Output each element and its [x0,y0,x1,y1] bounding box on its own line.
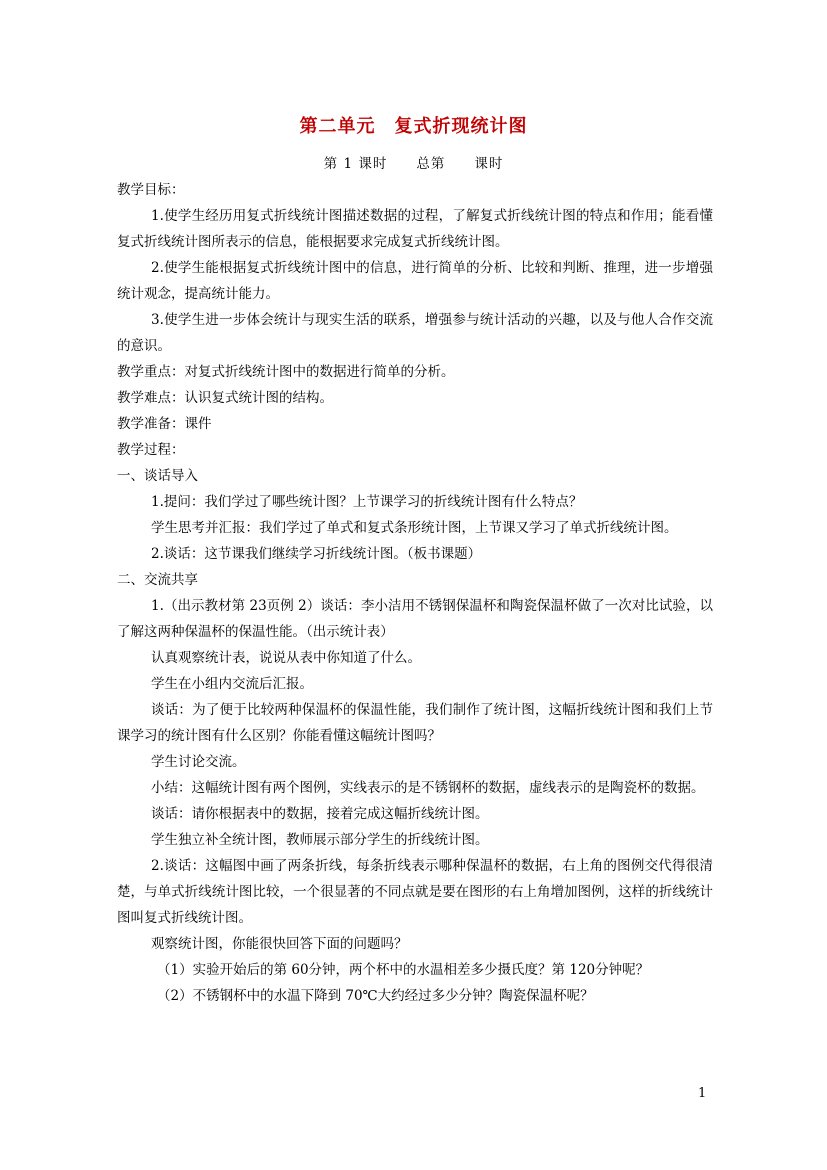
paragraph: 3.使学生进一步体会统计与现实生活的联系，增强参与统计活动的兴趣，以及与他人合作交流的意识。 [117,312,713,354]
page-number: 1 [698,1086,707,1101]
question: （2）不锈钢杯中的水温下降到 70℃大约经过多少分钟？陶瓷保温杯呢？ [157,988,594,1004]
section-heading: 教学过程： [117,442,185,458]
paragraph: 小结：这幅统计图有两个图例，实线表示的是不锈钢杯的数据，虚线表示的是陶瓷杯的数据。 [151,780,705,796]
paragraph: 谈话：请你根据表中的数据，接着完成这幅折线统计图。 [151,806,489,822]
paragraph: 学生独立补全统计图，教师展示部分学生的折线统计图。 [151,832,489,848]
paragraph: 学生讨论交流。 [151,754,246,770]
section-heading: 二、交流共享 [117,572,198,588]
paragraph: 教学准备：课件 [117,416,212,432]
paragraph: 学生思考并汇报：我们学过了单式和复式条形统计图，上节课又学习了单式折线统计图。 [151,520,678,536]
paragraph: 教学难点：认识复式统计图的结构。 [117,390,333,406]
page-title: 第二单元 复式折现统计图 [299,116,528,137]
paragraph: 谈话：为了便于比较两种保温杯的保温性能，我们制作了统计图，这幅折线统计图和我们上节课学习的统计图有什么区别？你能看懂这幅统计图吗？ [117,702,713,744]
paragraph: 2.谈话：这幅图中画了两条折线，每条折线表示哪种保温杯的数据，右上角的图例交代得很清楚，与单式折线统计图比较，一个很显著的不同点就是要在图形的右上角增加图例，这样的折线统计图叫复式折线统计图。 [117,858,713,926]
paragraph: 观察统计图，你能很快回答下面的问题吗？ [151,936,408,952]
paragraph: 2.谈话：这节课我们继续学习折线统计图。（板书课题） [151,546,482,562]
paragraph: 2.使学生能根据复式折线统计图中的信息，进行简单的分析、比较和判断、推理，进一步增强统计观念，提高统计能力。 [117,260,713,302]
document-body [117,177,713,1009]
paragraph: 1.提问：我们学过了哪些统计图？上节课学习的折线统计图有什么特点？ [151,494,583,510]
paragraph: 教学重点：对复式折线统计图中的数据进行简单的分析。 [117,364,455,380]
section-heading: 教学目标： [117,182,185,198]
paragraph: 学生在小组内交流后汇报。 [151,676,313,692]
lesson-info: 第 1 课时 总第 课时 [323,156,504,172]
section-heading: 一、谈话导入 [117,468,198,484]
paragraph: 认真观察统计表，说说从表中你知道了什么。 [151,650,421,666]
question: （1）实验开始后的第 60分钟，两个杯中的水温相差多少摄氏度？第 120分钟呢？ [157,962,650,978]
paragraph: 1.使学生经历用复式折线统计图描述数据的过程，了解复式折线统计图的特点和作用；能看懂复式折线统计图所表示的信息，能根据要求完成复式折线统计图。 [117,208,713,250]
paragraph: 1.（出示教材第 23页例 2）谈话：李小洁用不锈钢保温杯和陶瓷保温杯做了一次对比试验，以了解这两种保温杯的保温性能。（出示统计表） [117,598,713,640]
